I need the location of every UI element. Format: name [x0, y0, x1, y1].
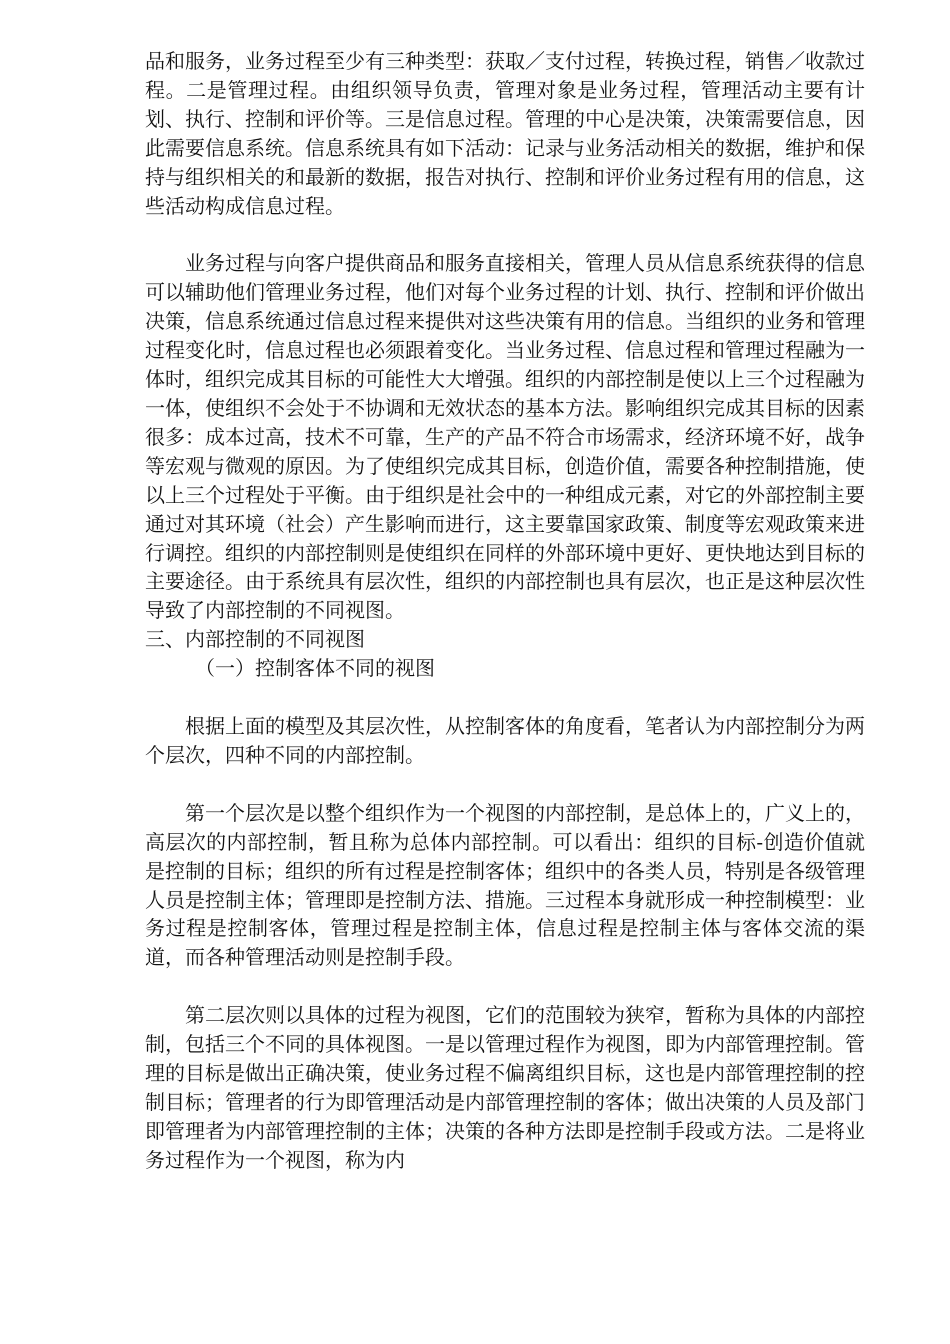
- section-heading: 三、内部控制的不同视图: [145, 627, 365, 652]
- subsection-heading: （一）控制客体不同的视图: [195, 656, 435, 681]
- paragraph-continuation: 品和服务，业务过程至少有三种类型：获取／支付过程，转换过程，销售／收款过程。二是管理过程。由组织领导负责，管理对象是业务过程，管理活动主要有计划、执行、控制和评价等。三是信息过程。管理的中心是决策，决策需要信息，因此需要信息系统。信息系统具有如下活动：记录与业务活动相关的数据，维护和保持与组织相关的和最新的数据，报告对执行、控制和评价业务过程有用的信息，这些活动构成信息过程。: [145, 49, 865, 218]
- paragraph-first-level: 第一个层次是以整个组织作为一个视图的内部控制，是总体上的，广义上的，高层次的内部控制，暂且称为总体内部控制。可以看出：组织的目标-创造价值就是控制的目标；组织的所有过程是控制客体；组织中的各类人员，特别是各级管理人员是控制主体；管理即是控制方法、措施。三过程本身就形成一种控制模型：业务过程是控制客体，管理过程是控制主体，信息过程是控制主体与客体交流的渠道，而各种管理活动则是控制手段。: [145, 800, 865, 970]
- document-body: [145, 47, 865, 1175]
- paragraph-control-levels: 根据上面的模型及其层次性，从控制客体的角度看，笔者认为内部控制分为两个层次，四种不同的内部控制。: [145, 714, 865, 767]
- paragraph-second-level: 第二层次则以具体的过程为视图，它们的范围较为狭窄，暂称为具体的内部控制，包括三个不同的具体视图。一是以管理过程作为视图，即为内部管理控制。管理的目标是做出正确决策，使业务过程不偏离组织目标，这也是内部管理控制的控制目标；管理者的行为即管理活动是内部管理控制的客体；做出决策的人员及部门即管理者为内部管理控制的主体；决策的各种方法即是控制手段或方法。二是将业务过程作为一个视图，称为内: [145, 1003, 865, 1172]
- paragraph-business-process: 业务过程与向客户提供商品和服务直接相关，管理人员从信息系统获得的信息可以辅助他们管理业务过程，他们对每个业务过程的计划、执行、控制和评价做出决策，信息系统通过信息过程来提供对这些决策有用的信息。当组织的业务和管理过程变化时，信息过程也必须跟着变化。当业务过程、信息过程和管理过程融为一体时，组织完成其目标的可能性大大增强。组织的内部控制是使以上三个过程融为一体，使组织不会处于不协调和无效状态的基本方法。影响组织完成其目标的因素很多：成本过高，技术不可靠，生产的产品不符合市场需求，经济环境不好，战争等宏观与微观的原因。为了使组织完成其目标，创造价值，需要各种控制措施，使以上三个过程处于平衡。由于组织是社会中的一种组成元素，对它的外部控制主要通过对其环境（社会）产生影响而进行，这主要靠国家政策、制度等宏观政策来进行调控。组织的内部控制则是使组织在同样的外部环境中更好、更快地达到目标的主要途径。由于系统具有层次性，组织的内部控制也具有层次，也正是这种层次性导致了内部控制的不同视图。: [145, 251, 865, 623]
